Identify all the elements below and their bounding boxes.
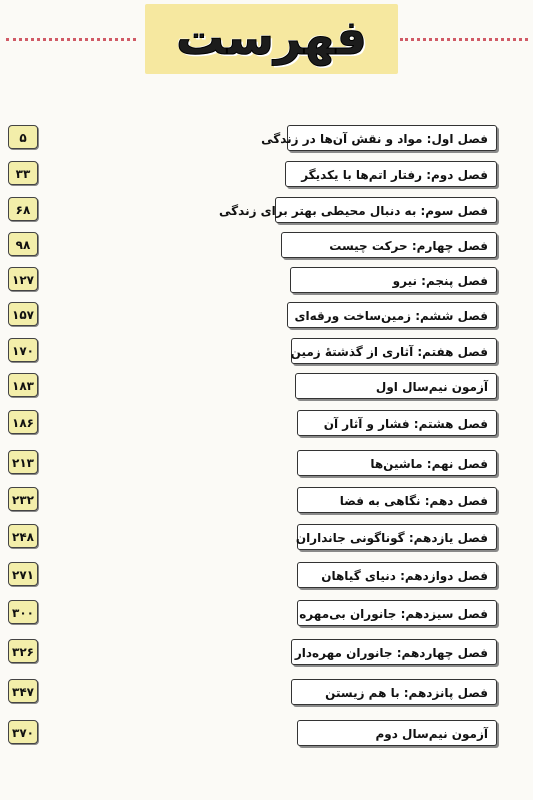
chapter-title[interactable]: فصل سوم: به دنبال محیطی بهتر برای زندگی (275, 197, 497, 223)
decorative-dotted-line-right (400, 38, 528, 41)
page-number: ۳۳ (8, 161, 38, 185)
page-number: ۱۵۷ (8, 302, 38, 326)
toc-row[interactable] (0, 523, 533, 553)
chapter-title[interactable]: فصل پانزدهم: با هم زیستن (291, 679, 497, 705)
chapter-title[interactable]: فصل هفتم: آثاری از گذشتهٔ زمین (291, 338, 497, 364)
chapter-title[interactable]: فصل اول: مواد و نقش آن‌ها در زندگی (287, 125, 497, 151)
chapter-title[interactable]: فصل ششم: زمین‌ساخت ورقه‌ای (287, 302, 497, 328)
page-number: ۲۷۱ (8, 562, 38, 586)
page-number: ۶۸ (8, 197, 38, 221)
toc-row[interactable] (0, 301, 533, 331)
page-number: ۳۴۷ (8, 679, 38, 703)
toc-row[interactable] (0, 266, 533, 296)
toc-row[interactable] (0, 409, 533, 439)
page-number: ۱۸۳ (8, 373, 38, 397)
toc-row[interactable] (0, 486, 533, 516)
chapter-title[interactable]: فصل سیزدهم: جانوران بی‌مهره (297, 600, 497, 626)
chapter-title[interactable]: فصل نهم: ماشین‌ها (297, 450, 497, 476)
title-banner (145, 4, 398, 74)
toc-row[interactable] (0, 449, 533, 479)
toc-row[interactable] (0, 719, 533, 749)
page-number: ۳۷۰ (8, 720, 38, 744)
page-number: ۳۰۰ (8, 600, 38, 624)
chapter-title[interactable]: فصل چهاردهم: جانوران مهره‌دار (291, 639, 497, 665)
chapter-title[interactable]: فصل چهارم: حرکت چیست (281, 232, 497, 258)
toc-row[interactable] (0, 599, 533, 629)
toc-row[interactable] (0, 124, 533, 154)
page-number: ۹۸ (8, 232, 38, 256)
page-number: ۱۸۶ (8, 410, 38, 434)
chapter-title[interactable]: فصل هشتم: فشار و آثار آن (297, 410, 497, 436)
chapter-title[interactable]: فصل دوازدهم: دنیای گیاهان (297, 562, 497, 588)
chapter-title[interactable]: فصل یازدهم: گوناگونی جانداران (297, 524, 497, 550)
toc-row[interactable] (0, 638, 533, 668)
chapter-title[interactable]: آزمون نیم‌سال اول (295, 373, 497, 399)
page-number: ۵ (8, 125, 38, 149)
page-number: ۳۲۶ (8, 639, 38, 663)
chapter-title[interactable]: فصل دوم: رفتار اتم‌ها با یکدیگر (285, 161, 497, 187)
chapter-title[interactable]: فصل دهم: نگاهی به فضا (297, 487, 497, 513)
page-number: ۱۲۷ (8, 267, 38, 291)
toc-row[interactable] (0, 231, 533, 261)
chapter-title[interactable]: آزمون نیم‌سال دوم (297, 720, 497, 746)
toc-row[interactable] (0, 160, 533, 190)
page-title: فهرست (176, 10, 367, 66)
toc-row[interactable] (0, 561, 533, 591)
toc-row[interactable] (0, 196, 533, 226)
page-number: ۲۳۲ (8, 487, 38, 511)
page-number: ۲۱۳ (8, 450, 38, 474)
decorative-dotted-line-left (6, 38, 136, 41)
page-number: ۱۷۰ (8, 338, 38, 362)
page-number: ۲۴۸ (8, 524, 38, 548)
toc-row[interactable] (0, 678, 533, 708)
toc-row[interactable] (0, 337, 533, 367)
chapter-title[interactable]: فصل پنجم: نیرو (290, 267, 497, 293)
toc-row[interactable] (0, 372, 533, 402)
